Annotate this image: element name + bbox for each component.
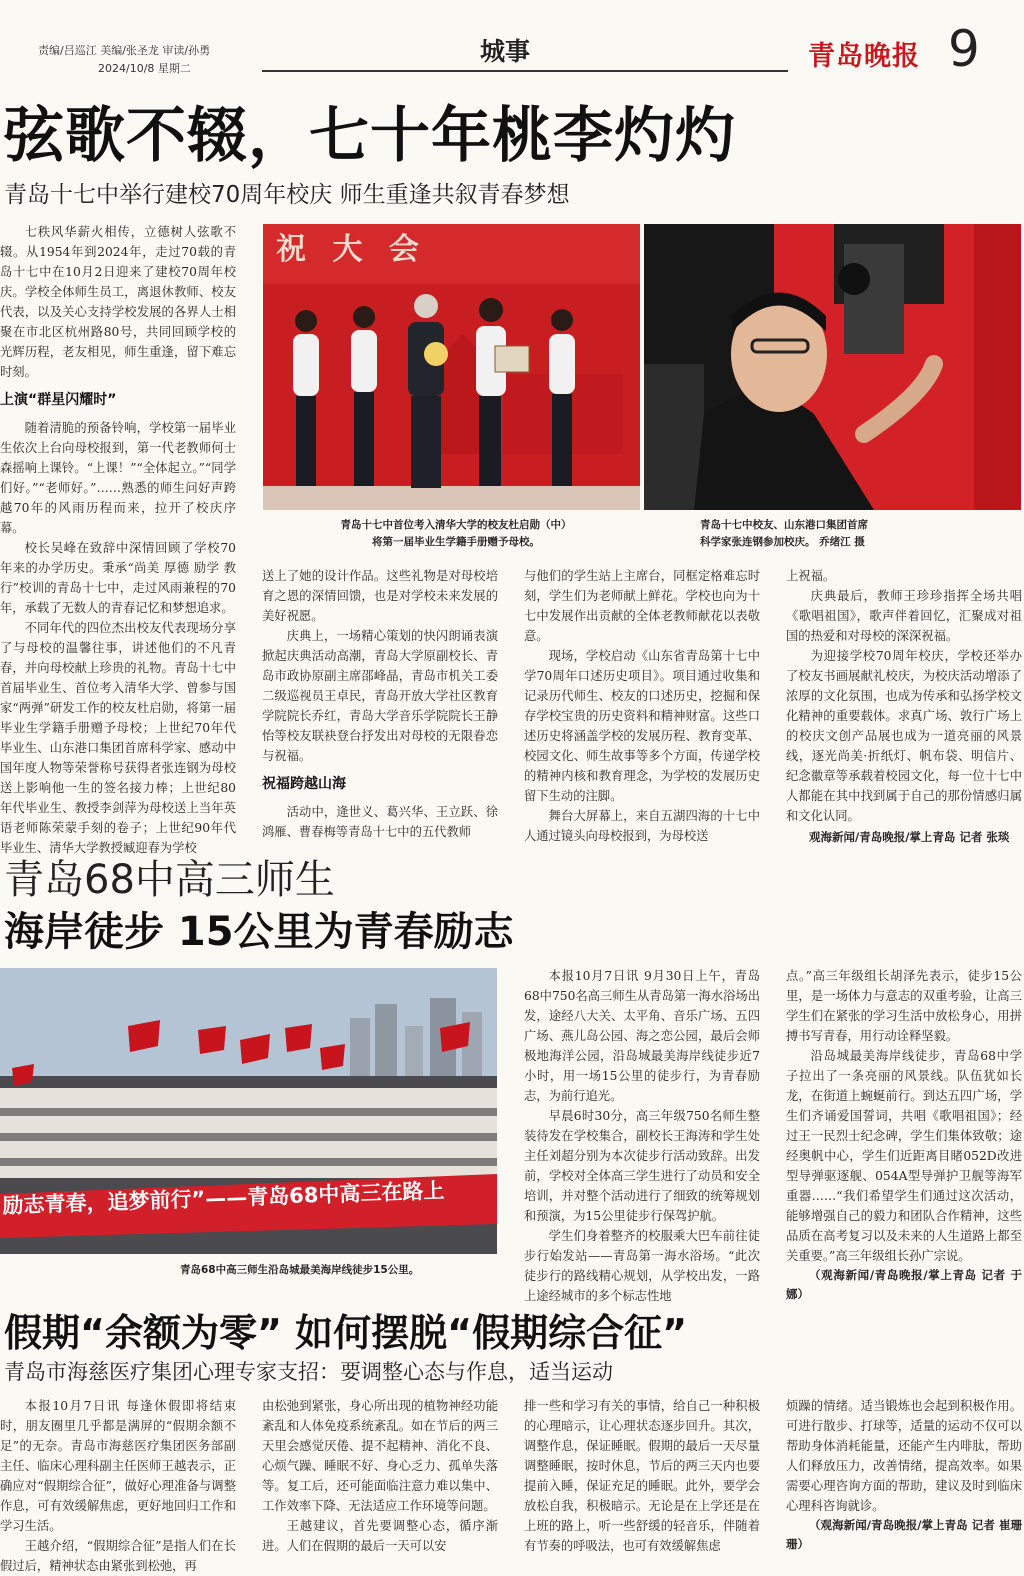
article3-headline: 假期“余额为零” 如何摆脱“假期综合征”	[4, 1311, 688, 1355]
photo1-banner-text: 祝 大 会	[276, 232, 427, 267]
article1-subheadline: 青岛十七中举行建校70周年校庆 师生重逢共叙青春梦想	[4, 182, 570, 208]
page-number: 9	[948, 20, 980, 78]
article2-paragraph: 早晨6时30分，高三年级750名师生整装待发在学校集合，副校长王海涛和学生处主任刘超分别为本次徒步行活动致辞。出发前，学校对全体高三学生进行了动员和安全培训，并对整个活动进行了细致的统筹规划和预演，为15公里徒步行保驾护航。	[524, 1109, 760, 1223]
article3-paragraph: 王越介绍，“假期综合征”是指人们在长假过后，精神状态由紧张到松弛，再	[0, 1539, 236, 1573]
article1-subhead-1: 上演“群星闪耀时”	[0, 392, 117, 408]
article2-headline-line2: 海岸徒步 15公里为青春励志	[4, 909, 514, 955]
article3-paragraph: 烦躁的情绪。适当锻炼也会起到积极作用。可进行散步、打球等，适量的运动不仅可以帮助身体消耗能量，还能产生内啡肽，帮助人们释放压力，改善情绪，提高效率。如果需要心理咨询方面的帮助，建议及时到临床心理科咨询就诊。	[786, 1399, 1022, 1513]
newspaper-logo: 青岛晚报	[808, 41, 920, 72]
article1-paragraph: 随着清脆的预备铃响，学校第一届毕业生依次上台向母校报到，第一代老教师何士森摇响上课铃。“上课！”“全体起立。”“同学们好。”“老师好。”……熟悉的师生问好声跨越70年的风雨历程而来，拉开了校庆序幕。	[0, 421, 236, 535]
article1-headline: 弦歌不辍，七十年桃李灼灼	[4, 101, 736, 171]
article1-paragraph: 活动中，逄世义、葛兴华、王立跃、徐鸿雁、曹春梅等青岛十七中的五代教师	[262, 805, 498, 839]
header-divider	[262, 70, 788, 72]
article1-column-2	[262, 566, 498, 842]
article2-paragraph: 学生们身着整齐的校服乘大巴车前往徒步行始发站——青岛第一海水浴场。“此次徒步行的路线精心规划，从学校出发，一路上途经城市的多个标志性地	[524, 1229, 760, 1303]
article1-paragraph: 校长吴峰在致辞中深情回顾了学校70年来的办学历史。秉承“尚美 厚德 励学 教行”校训的青岛十七中，走过风雨兼程的70年，承载了无数人的青春记忆和梦想追求。	[0, 541, 236, 615]
section-title: 城事	[480, 37, 531, 66]
article3-paragraph: 本报10月7日讯 每逢休假即将结束时，朋友圈里几乎都是满屏的“假期余额不足”的无奈。青岛市海慈医疗集团医务部副主任、临床心理科副主任医师王越表示，正确应对“假期综合征”，做好心理准备与调整作息，可有效缓解焦虑，更好地回归工作和学习生活。	[0, 1399, 236, 1533]
article3-column-4	[786, 1396, 1022, 1554]
photo3-banner-text: 励志青春，追梦前行”——青岛68中高三在路上	[2, 1178, 445, 1218]
article1-paragraph: 送上了她的设计作品。这些礼物是对母校培育之恩的深情回馈，也是对学校未来发展的美好祝愿。	[262, 569, 498, 623]
article1-paragraph: 为迎接学校70周年校庆，学校还举办了校友书画展献礼校庆，为校庆活动增添了浓厚的文化氛围，也成为传承和弘扬学校文化精神的重要载体。求真广场、敦行广场上的校庆文创产品展也成为一道亮丽的风景线，逐光尚美·折纸灯、帆布袋、明信片、纪念徽章等承载着校园文化，每一位十七中人都能在其中找到属于自己的那份情感归属和文化认同。	[786, 649, 1022, 823]
article1-column-1	[0, 222, 236, 858]
article1-credit: 观海新闻/青岛晚报/掌上青岛 记者 张琰	[809, 830, 1010, 844]
article1-paragraph: 现场，学校启动《山东省青岛第十七中学70周年口述历史项目》。项目通过收集和记录历代师生、校友的口述历史，挖掘和保存学校宝贵的历史资料和精神财富。这些口述历史将涵盖学校的发展历程、教育变革、校园文化、师生故事等多个方面，传递学校的精神内核和教育理念，为学校的发展历史留下生动的注脚。	[524, 649, 760, 803]
article3-paragraph: 由松弛到紧张，身心所出现的植物神经功能紊乱和人体免疫系统紊乱。如在节后的两三天里会感觉厌倦、提不起精神、消化不良、心烦气躁、睡眠不好、身心乏力、孤单失落等。复工后，还可能面临注意力难以集中、工作效率下降、无法适应工作环境等问题。	[262, 1399, 498, 1513]
article3-subheadline: 青岛市海慈医疗集团心理专家支招：要调整心态与作息，适当运动	[4, 1360, 613, 1384]
article2-column-2	[786, 966, 1022, 1304]
article1-column-4	[786, 566, 1022, 847]
photo1-caption: 青岛十七中首位考入清华大学的校友杜启勋（中） 将第一届毕业生学籍手册赠予母校。	[340, 519, 572, 548]
article2-column-1	[524, 966, 760, 1306]
editors-line: 责编/吕巡江 美编/张圣龙 审读/孙勇	[38, 44, 211, 57]
article2-credit: （观海新闻/青岛晚报/掌上青岛 记者 于娜）	[786, 1268, 1022, 1301]
article1-paragraph: 庆典上，一场精心策划的快闪朗诵表演掀起庆典活动高潮，青岛大学原副校长、青岛市政协原副主席邵峰晶，青岛市机关工委二级巡视员王卓民，青岛开放大学社区教育学院院长乔红，青岛大学音乐学院院长王静怡等校友联袂登台抒发出对母校的无限眷恋与祝福。	[262, 629, 498, 763]
article1-paragraph: 上祝福。	[786, 569, 836, 583]
issue-date: 2024/10/8 星期二	[98, 62, 191, 75]
article3-column-3	[524, 1396, 760, 1556]
photo3-caption: 青岛68中高三师生沿岛城最美海岸线徒步15公里。	[180, 1264, 420, 1276]
article1-paragraph: 与他们的学生站上主席台，同框定格难忘时刻，学生们为老师献上鲜花。学校也向为十七中发展作出贡献的全体老教师献花以表敬意。	[524, 569, 760, 643]
article2-headline-line1: 青岛68中高三师生	[4, 857, 335, 903]
article2-paragraph: 本报10月7日讯 9月30日上午，青岛68中750名高三师生从青岛第一海水浴场出发，途经八大关、太平角、音乐广场、五四广场、燕儿岛公园、海之恋公园，最后会师极地海洋公园，沿岛城最美海岸线徒步近7小时，用一场15公里的徒步行，为青春励志，为前行追光。	[524, 969, 760, 1103]
article3-paragraph: 王越建议，首先要调整心态，循序渐进。人们在假期的最后一天可以安	[262, 1519, 498, 1553]
article1-subhead-2: 祝福跨越山海	[262, 776, 346, 792]
photo2-caption: 青岛十七中校友、山东港口集团首席 科学家张连钢参加校庆。 乔绪江 摄	[700, 519, 868, 548]
article1-paragraph: 舞台大屏幕上，来自五湖四海的十七中人通过镜头向母校报到，为母校送	[524, 809, 760, 843]
article2-paragraph: 沿岛城最美海岸线徒步，青岛68中学子拉出了一条亮丽的风景线。队伍犹如长龙，在街道上蜿蜒前行。到达五四广场，学生们齐诵爱国誓词，共唱《歌唱祖国》；经过王一民烈士纪念碑，学生们集体致敬；途经奥帆中心，学生们近距离目睹052D改进型导弹驱逐舰、054A型导弹护卫舰等海军重器……“我们希望学生们通过这次活动，能够增强自己的毅力和团队合作精神，这些品质在高考复习以及未来的人生道路上都至关重要。”高三年级组长孙广宗说。	[786, 1049, 1022, 1263]
article2-paragraph: 点。”高三年级组长胡泽先表示，徒步15公里，是一场体力与意志的双重考验，让高三学生们在紧张的学习生活中放松身心，用拼搏书写青春，用行动诠释坚毅。	[786, 969, 1022, 1043]
article3-credit: （观海新闻/青岛晚报/掌上青岛 记者 崔珊珊）	[786, 1518, 1022, 1551]
article1-paragraph: 不同年代的四位杰出校友代表现场分享了与母校的温馨往事，讲述他们的不凡青春，并向母校献上珍贵的礼物。青岛十七中首届毕业生、首位考入清华大学、曾参与国家“两弹”研发工作的校友杜启勋，将第一届毕业生学籍手册赠予母校；上世纪70年代毕业生、山东港口集团首席科学家、感动中国年度人物等荣誉称号获得者张连钢为母校送上影响他一生的签名接力棒；上世纪80年代毕业生、教授李剑萍为母校送上当年英语老师陈荣蒙手刻的卷子；上世纪90年代毕业生、清华大学教授臧迎春为学校	[0, 621, 236, 855]
article1-photo-scientist	[644, 224, 1021, 510]
article3-column-1	[0, 1396, 236, 1576]
article1-paragraph: 庆典最后，教师王珍珍指挥全场共唱《歌唱祖国》，歌声伴着回忆，汇聚成对祖国的热爱和对母校的深深祝福。	[786, 589, 1022, 643]
article3-paragraph: 排一些和学习有关的事情，给自己一种积极的心理暗示，让心理状态逐步回升。其次，调整作息，保证睡眠。假期的最后一天尽量调整睡眠，按时休息，节后的两三天内也要提前入睡，保证充足的睡眠。此外，要学会放松自我，积极暗示。无论是在上学还是在上班的路上，听一些舒缓的轻音乐，伴随着有节奏的呼吸法，也可有效缓解焦虑	[524, 1399, 760, 1553]
article3-column-2	[262, 1396, 498, 1556]
article1-intro: 七秩风华薪火相传，立德树人弦歌不辍。从1954年到2024年，走过70载的青岛十七中在10月2日迎来了建校70周年校庆。学校全体师生员工，离退休教师、校友代表，以及关心支持学校发展的各界人士相聚在市北区杭州路80号，共同回顾学校的光辉历程，老友相见，师生重逢，留下难忘时刻。	[0, 225, 236, 379]
article1-column-3	[524, 566, 760, 846]
